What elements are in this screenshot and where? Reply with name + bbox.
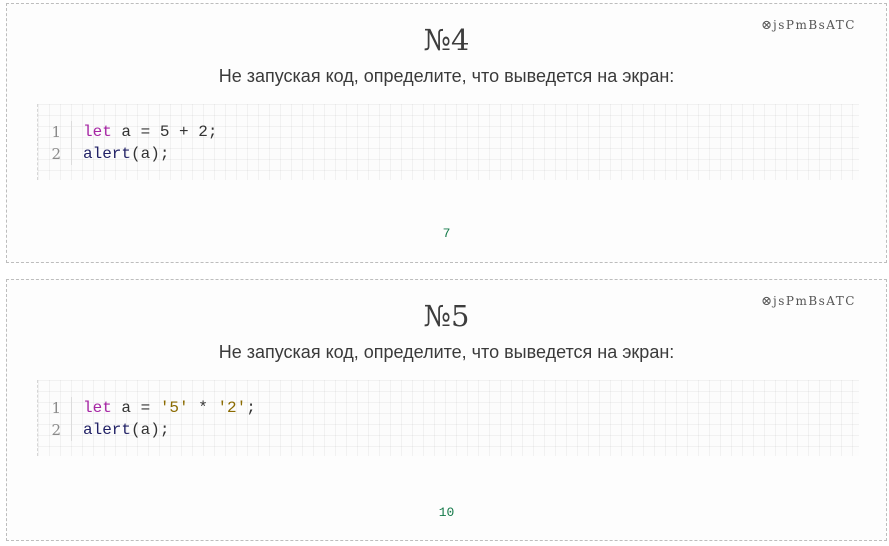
code-block: [37, 104, 859, 180]
line-number: 2: [51, 145, 61, 163]
keyword-token: let: [83, 399, 112, 417]
code-line: [83, 121, 217, 143]
line-number-gutter: [38, 397, 72, 441]
code-line: [83, 419, 256, 441]
code-token: a = 5 + 2;: [111, 123, 218, 141]
answer: 7: [442, 226, 451, 241]
string-token: '2': [217, 399, 247, 417]
code-token: *: [188, 399, 218, 417]
code-content: [83, 121, 217, 165]
badge-label: jsPmBsATC: [772, 18, 856, 32]
task-question: Не запуская код, определите, что выведется на экран:: [218, 342, 675, 362]
code-token: ;: [246, 399, 256, 417]
keyword-token: let: [83, 123, 112, 141]
task-title: №5: [423, 299, 470, 333]
close-circle-icon[interactable]: ⊗: [761, 294, 772, 309]
line-number: 1: [51, 123, 61, 141]
string-token: '5': [159, 399, 189, 417]
function-token: alert: [83, 145, 132, 163]
code-token: (a);: [131, 421, 170, 439]
code-line: [83, 143, 217, 165]
badge-label: jsPmBsATC: [772, 294, 856, 308]
task-title: №4: [423, 23, 470, 57]
code-token: a =: [111, 399, 160, 417]
function-token: alert: [83, 421, 132, 439]
task-question: Не запуская код, определите, что выведется на экран:: [218, 66, 675, 86]
task-card-5: [6, 279, 887, 541]
code-line: [83, 397, 256, 419]
line-number: 1: [51, 399, 61, 417]
task-card-4: [6, 3, 887, 263]
line-number: 2: [51, 421, 61, 439]
close-circle-icon[interactable]: ⊗: [761, 18, 772, 33]
code-block: [37, 380, 859, 456]
line-number-gutter: [38, 121, 72, 165]
code-content: [83, 397, 256, 441]
code-token: (a);: [131, 145, 170, 163]
answer: 10: [438, 505, 455, 520]
